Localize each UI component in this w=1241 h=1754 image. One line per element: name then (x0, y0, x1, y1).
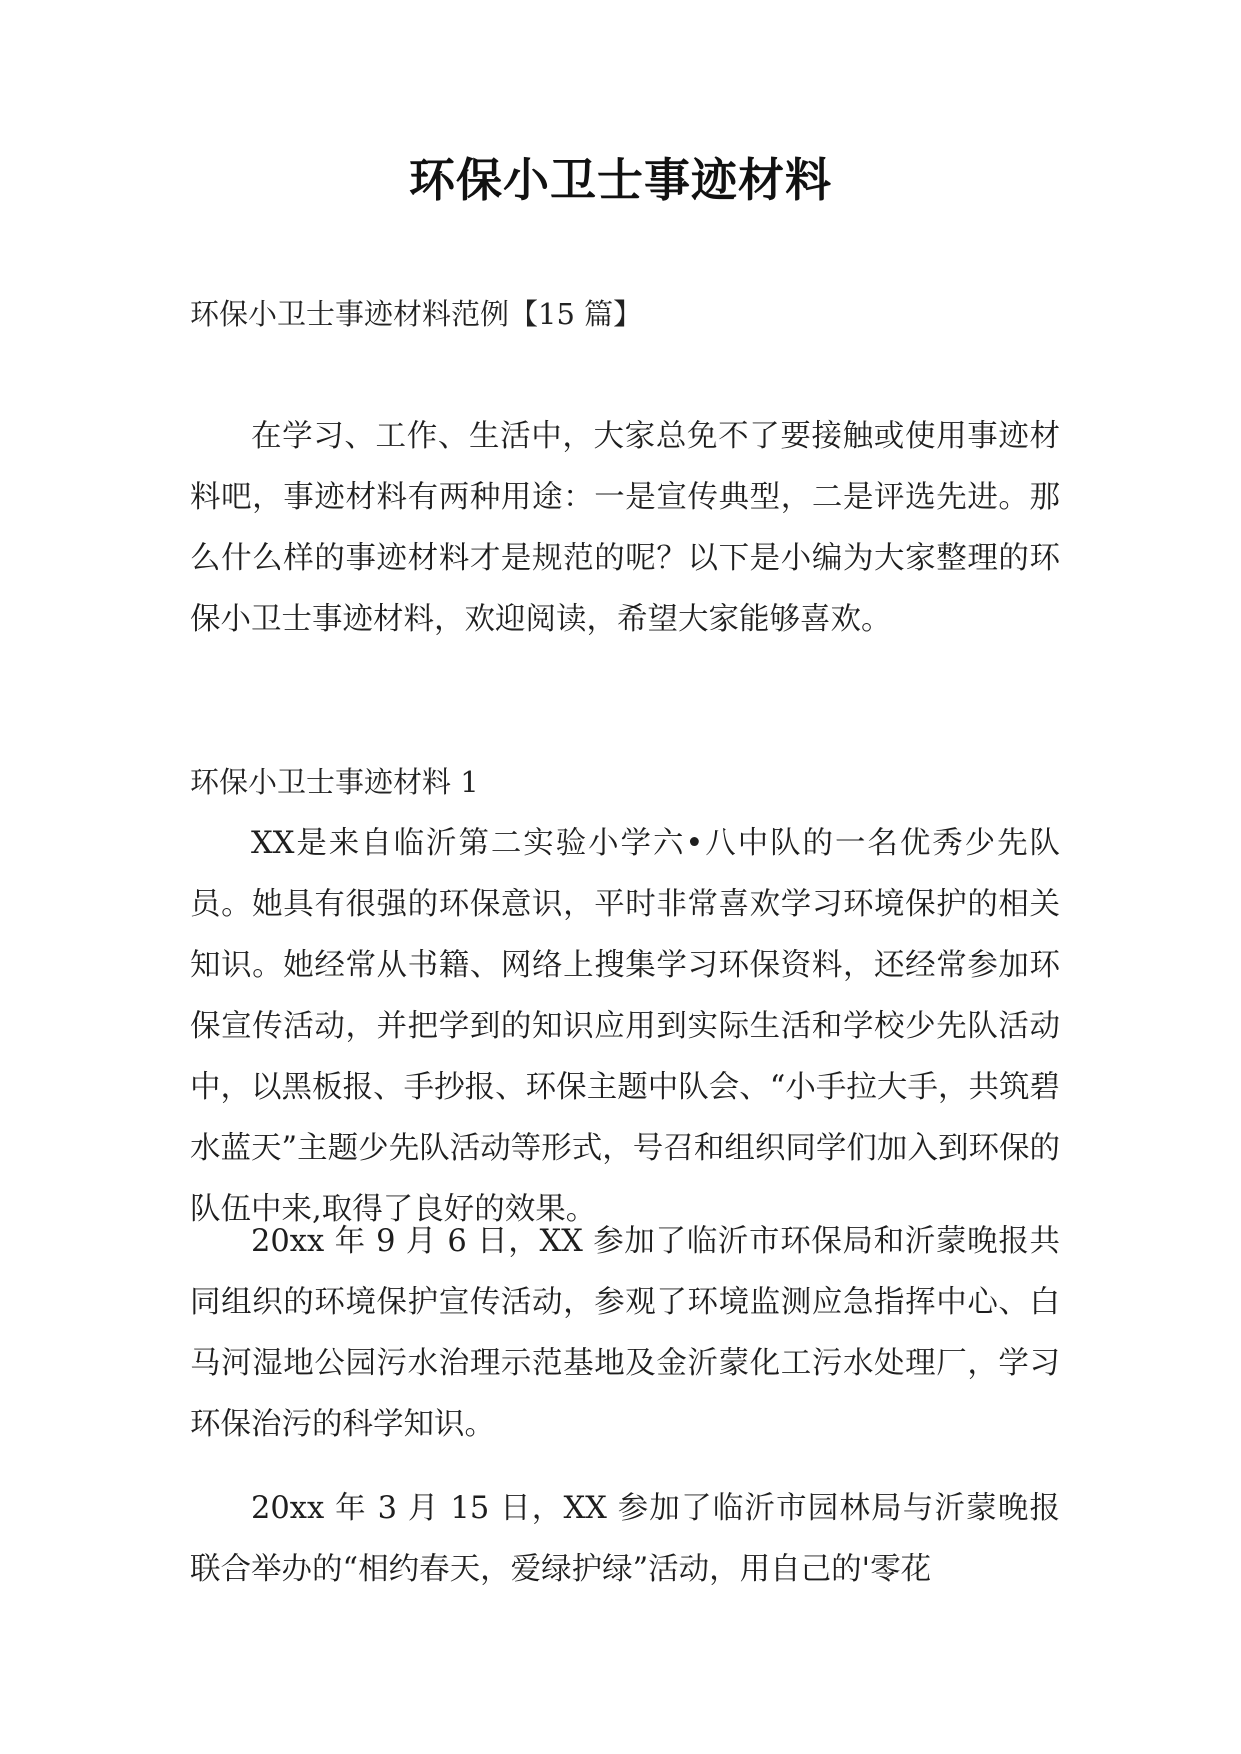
intro-paragraph: 在学习、工作、生活中，大家总免不了要接触或使用事迹材料吧，事迹材料有两种用途：一是宣传典型，二是评选先进。那么什么样的事迹材料才是规范的呢？以下是小编为大家整理的环保小卫士事迹材料，欢迎阅读，希望大家能够喜欢。 (190, 419, 1060, 637)
body-paragraph: 20xx 年 3 月 15 日，XX 参加了临沂市园林局与沂蒙晚报联合举办的“相约春天，爱绿护绿”活动，用自己的'零花 (190, 1491, 1060, 1587)
section-heading: 环保小卫士事迹材料 1 (190, 765, 479, 799)
body-paragraph: XX是来自临沂第二实验小学六•八中队的一名优秀少先队员。她具有很强的环保意识，平时非常喜欢学习环境保护的相关知识。她经常从书籍、网络上搜集学习环保资料，还经常参加环保宣传活动，并把学到的知识应用到实际生活和学校少先队活动中，以黑板报、手抄报、环保主题中队会、“小手拉大手，共筑碧水蓝天”主题少先队活动等形式，号召和组织同学们加入到环保的队伍中来,取得了良好的效果。 (190, 826, 1060, 1227)
body-paragraph: 20xx 年 9 月 6 日，XX 参加了临沂市环保局和沂蒙晚报共同组织的环境保护宣传活动，参观了环境监测应急指挥中心、白马河湿地公园污水治理示范基地及金沂蒙化工污水处理厂，学习环保治污的科学知识。 (190, 1224, 1060, 1442)
page-title: 环保小卫士事迹材料 (409, 153, 832, 207)
document-subtitle: 环保小卫士事迹材料范例【15 篇】 (190, 297, 643, 331)
